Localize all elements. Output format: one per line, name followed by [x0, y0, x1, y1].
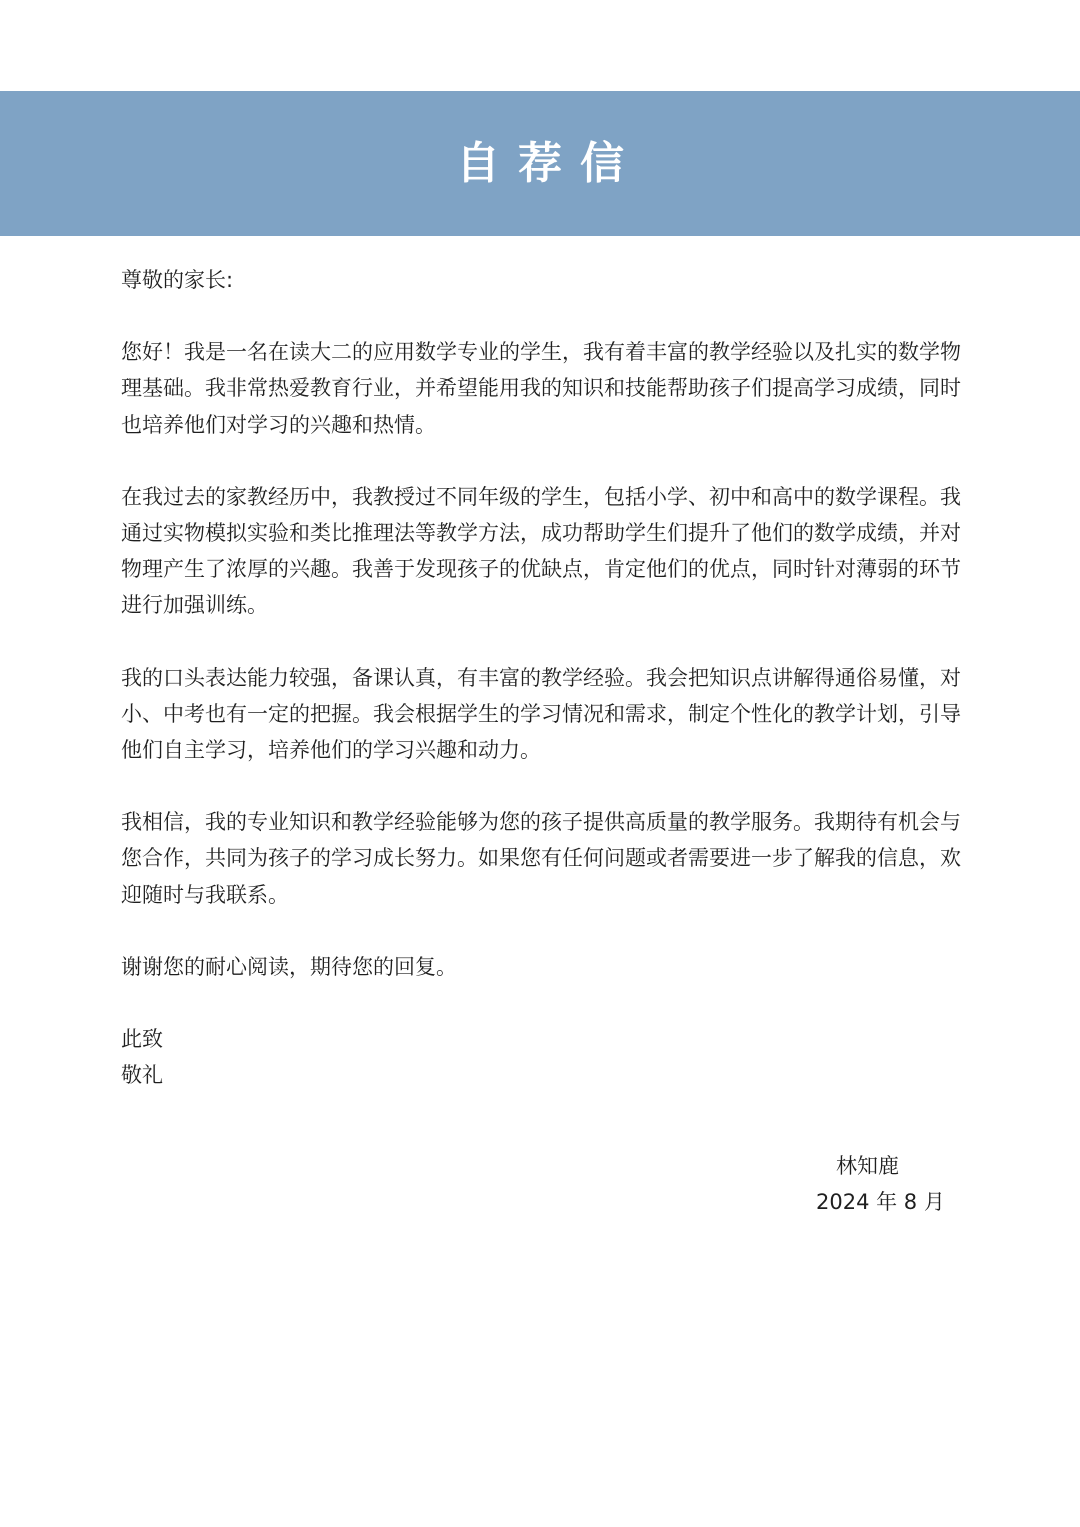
paragraph-thanks: 谢谢您的耐心阅读，期待您的回复。	[121, 954, 457, 979]
closing-line-2: 敬礼	[121, 1063, 163, 1088]
paragraph-experience: 在我过去的家教经历中，我教授过不同年级的学生，包括小学、初中和高中的数学课程。我通过实物模拟实验和类比推理法等教学方法，成功帮助学生们提升了他们的数学成绩，并对物理产生了浓厚的兴趣。我善于发现孩子的优缺点，肯定他们的优点，同时针对薄弱的环节进行加强训练。	[121, 484, 961, 618]
salutation: 尊敬的家长:	[121, 268, 234, 292]
closing-line-1: 此致	[121, 1027, 163, 1052]
signature-date: 2024 年 8 月	[816, 1190, 945, 1214]
closing-block	[121, 1021, 961, 1093]
paragraph-confidence: 我相信，我的专业知识和教学经验能够为您的孩子提供高质量的教学服务。我期待有机会与您合作，共同为孩子的学习成长努力。如果您有任何问题或者需要进一步了解我的信息，欢迎随时与我联系。	[121, 810, 961, 907]
paragraph-skills: 我的口头表达能力较强，备课认真，有丰富的教学经验。我会把知识点讲解得通俗易懂，对小、中考也有一定的把握。我会根据学生的学习情况和需求，制定个性化的教学计划，引导他们自主学习，培养他们的学习兴趣和动力。	[121, 665, 961, 763]
paragraph-intro: 您好！我是一名在读大二的应用数学专业的学生，我有着丰富的教学经验以及扎实的数学物理基础。我非常热爱教育行业，并希望能用我的知识和技能帮助孩子们提高学习成绩，同时也培养他们对学习的兴趣和热情。	[121, 340, 961, 437]
signer-name: 林知鹿	[836, 1154, 899, 1178]
header-band	[0, 91, 1080, 236]
page-title: 自荐信	[456, 137, 642, 189]
signature-block	[800, 1148, 950, 1220]
letter-body	[121, 262, 961, 1093]
